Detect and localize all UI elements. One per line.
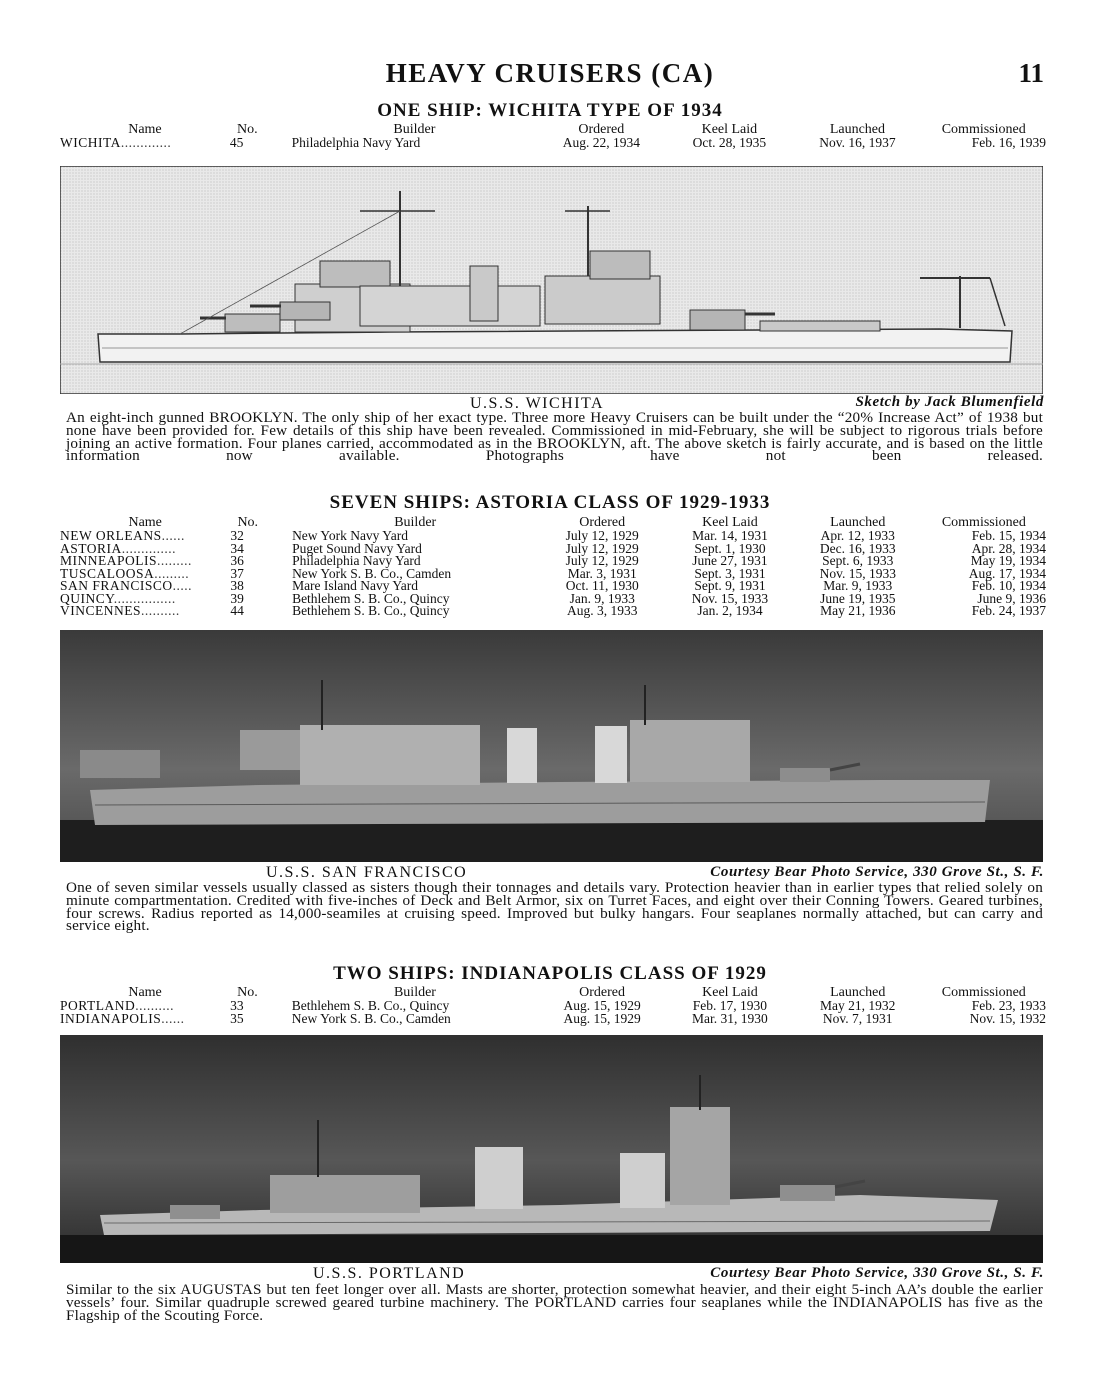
ship-photo-image	[60, 1035, 1043, 1263]
ship-launched: Nov. 15, 1933	[819, 565, 896, 581]
ship-builder: New York Navy Yard	[292, 528, 408, 543]
ship-keel-laid: Sept. 9, 1931	[694, 578, 766, 593]
col-commissioned-header: Commissioned	[941, 122, 1026, 137]
ship-launched: Sept. 6, 1933	[822, 553, 894, 568]
dot-leader: .....	[172, 578, 193, 593]
page-title: HEAVY CRUISERS (CA)	[385, 58, 715, 88]
dot-leader: ..........	[141, 603, 180, 618]
table-row	[60, 605, 1046, 618]
ship-keel-laid: June 27, 1931	[692, 553, 768, 568]
ship-ordered: Aug. 15, 1929	[563, 998, 641, 1013]
ship-commissioned: Feb. 10, 1934	[971, 578, 1046, 593]
col-name-header: Name	[128, 985, 162, 1000]
section-heading-wichita: ONE SHIP: WICHITA TYPE OF 1934	[377, 100, 723, 121]
ship-number: 35	[230, 1010, 244, 1026]
ship-builder: Philadelphia Navy Yard	[292, 553, 421, 568]
col-keel-header: Keel Laid	[701, 122, 758, 137]
description-indianapolis: Similar to the six AUGUSTAS but ten feet longer over all. Masts are shorter, protection somewhat heavier, and their eight 5-inch AA’s double the earlier vessels’ four. Similar quadruple screwed geared turbine machinery. The PORTLAND carries four seaplanes while the INDIANAPOLIS has five as the Flagship of the Scouting Force.	[66, 1281, 1043, 1324]
ship-commissioned: Aug. 17, 1934	[968, 565, 1046, 581]
ship-launched: Mar. 9, 1933	[823, 578, 893, 593]
ship-builder: Mare Island Navy Yard	[292, 578, 419, 593]
dot-leader: ..........	[135, 998, 174, 1013]
col-ordered-header: Ordered	[578, 122, 625, 137]
ship-launched: May 21, 1932	[820, 998, 896, 1013]
ship-launched: Nov. 7, 1931	[822, 1010, 893, 1026]
caption-credit-san-francisco: Courtesy Bear Photo Service, 330 Grove St., S. F.	[710, 864, 1044, 880]
ship-keel-laid: Oct. 28, 1935	[692, 135, 767, 150]
ship-name: NEW ORLEANS	[60, 528, 162, 543]
table-row	[60, 555, 1046, 568]
ship-builder: Puget Sound Navy Yard	[292, 540, 422, 556]
caption-credit-portland: Courtesy Bear Photo Service, 330 Grove St., S. F.	[710, 1265, 1044, 1281]
col-launched-header: Launched	[830, 515, 886, 530]
caption-credit-wichita: Sketch by Jack Blumenfield	[855, 394, 1044, 410]
table-row	[60, 1013, 1046, 1026]
wichita-sketch-drawing	[60, 166, 1043, 394]
ship-photo-image	[60, 630, 1043, 862]
dot-leader: .............	[120, 135, 172, 150]
col-no-header: No.	[237, 515, 259, 530]
table-row	[60, 530, 1046, 543]
table-row	[60, 1000, 1046, 1013]
ship-number: 34	[230, 540, 244, 556]
ship-table-indianapolis	[60, 986, 1046, 1025]
ship-commissioned: Feb. 24, 1937	[971, 603, 1046, 618]
ship-sketch-image	[60, 166, 1043, 394]
col-no-header: No.	[236, 122, 258, 137]
ship-name: VINCENNES	[60, 603, 141, 618]
dot-leader: .........	[154, 565, 190, 581]
ship-launched: Apr. 12, 1933	[820, 528, 895, 543]
ship-ordered: Oct. 11, 1930	[565, 578, 639, 593]
section-heading-indianapolis: TWO SHIPS: INDIANAPOLIS CLASS OF 1929	[333, 963, 767, 984]
caption-ship-san-francisco: U.S.S. SAN FRANCISCO	[266, 864, 468, 881]
ship-number: 36	[230, 553, 244, 568]
ship-launched: May 21, 1936	[820, 603, 896, 618]
ship-number: 32	[230, 528, 244, 543]
col-builder-header: Builder	[393, 122, 436, 137]
dot-leader: ..............	[121, 540, 177, 556]
caption-ship-wichita: U.S.S. WICHITA	[470, 395, 605, 412]
ship-keel-laid: Nov. 15, 1933	[691, 590, 769, 606]
ship-commissioned: Nov. 15, 1932	[969, 1010, 1046, 1026]
table-row	[60, 568, 1046, 581]
ship-number: 38	[230, 578, 244, 593]
ship-ordered: Aug. 3, 1933	[566, 603, 638, 618]
description-wichita: An eight-inch gunned BROOKLYN. The only ship of her exact type. Three more Heavy Cruisers can be built under the “20% Increase Act” of 1938 but none have been provided for. Few details of this ship have been revealed. Commissioned in mid-February, she will be subject to rigorous trials before joining an active formation. Four planes carried, accommodated as in the BROOKLYN, aft. The above sketch is fairly accurate, and is based on the little information now available. Photographs have not been released.	[66, 409, 1043, 465]
ship-ordered: Jan. 9, 1933	[569, 590, 635, 606]
san-francisco-photo	[60, 630, 1043, 862]
col-launched-header: Launched	[829, 122, 886, 137]
ship-builder: Philadelphia Navy Yard	[291, 135, 421, 150]
col-commissioned-header: Commissioned	[941, 985, 1026, 1000]
ship-launched: June 19, 1935	[820, 590, 896, 606]
table-row	[60, 543, 1046, 556]
dot-leader: ................	[113, 590, 176, 606]
dot-leader: ......	[161, 528, 185, 543]
ship-number: 39	[230, 590, 244, 606]
ship-number: 33	[230, 998, 244, 1013]
table-row	[60, 580, 1046, 593]
ship-keel-laid: Sept. 3, 1931	[694, 565, 766, 581]
table-header-row	[60, 516, 1046, 530]
ship-table-astoria	[60, 516, 1046, 618]
ship-keel-laid: Mar. 14, 1931	[692, 528, 768, 543]
ship-ordered: July 12, 1929	[565, 540, 639, 556]
ship-ordered: July 12, 1929	[565, 553, 639, 568]
ship-number: 45	[229, 135, 244, 150]
col-no-header: No.	[237, 985, 258, 1000]
ship-commissioned: May 19, 1934	[970, 553, 1046, 568]
ship-name: ASTORIA	[60, 540, 122, 556]
ship-number: 37	[230, 565, 244, 581]
ship-name: TUSCALOOSA	[60, 565, 155, 581]
ship-builder: New York S. B. Co., Camden	[292, 565, 452, 581]
ship-number: 44	[230, 603, 244, 618]
ship-commissioned: June 9, 1936	[977, 590, 1046, 606]
ship-table-wichita	[60, 123, 1046, 150]
col-ordered-header: Ordered	[579, 515, 626, 530]
table-header-row	[60, 986, 1046, 1000]
ship-name: PORTLAND	[60, 998, 136, 1013]
description-astoria: One of seven similar vessels usually classed as sisters though their tonnages and details vary. Protection heavier than in earlier types that relied solely on minute compartmentation. Credited with five-inches of Deck and Belt Armor, six on Turret Faces, and eight over their Conning Towers. Geared turbines, four screws. Radius reported as 14,000-seamiles at cruising speed. Improved but bulky hangars. Four seaplanes normally attached, but can carry and service eight.	[66, 879, 1043, 935]
section-heading-astoria: SEVEN SHIPS: ASTORIA CLASS OF 1929-1933	[329, 492, 771, 513]
ship-launched: Dec. 16, 1933	[819, 540, 896, 556]
ship-ordered: July 12, 1929	[565, 528, 639, 543]
ship-ordered: Aug. 15, 1929	[563, 1010, 641, 1026]
ship-name: QUINCY	[60, 590, 114, 606]
ship-keel-laid: Mar. 31, 1930	[692, 1010, 768, 1026]
ship-builder: New York S. B. Co., Camden	[291, 1010, 451, 1026]
ship-ordered: Mar. 3, 1931	[567, 565, 637, 581]
col-name-header: Name	[128, 515, 162, 530]
ship-builder: Bethlehem S. B. Co., Quincy	[291, 998, 450, 1013]
ship-name: WICHITA	[60, 135, 121, 150]
ship-ordered: Aug. 22, 1934	[562, 135, 640, 150]
col-ordered-header: Ordered	[579, 985, 626, 1000]
ship-name: INDIANAPOLIS	[60, 1010, 162, 1026]
col-keel-header: Keel Laid	[702, 985, 758, 1000]
table-row	[60, 593, 1046, 606]
ship-keel-laid: Sept. 1, 1930	[694, 540, 766, 556]
col-commissioned-header: Commissioned	[941, 515, 1026, 530]
ship-name: MINNEAPOLIS	[60, 553, 158, 568]
col-builder-header: Builder	[394, 515, 437, 530]
ship-commissioned: Feb. 16, 1939	[971, 135, 1046, 150]
col-launched-header: Launched	[830, 985, 886, 1000]
dot-leader: ......	[161, 1010, 185, 1026]
table-header-row	[60, 123, 1046, 137]
ship-launched: Nov. 16, 1937	[819, 135, 896, 150]
col-keel-header: Keel Laid	[702, 515, 758, 530]
page-number: 11	[1018, 58, 1044, 88]
ship-builder: Bethlehem S. B. Co., Quincy	[292, 603, 450, 618]
col-builder-header: Builder	[393, 985, 436, 1000]
ship-name: SAN FRANCISCO	[60, 578, 173, 593]
ship-keel-laid: Feb. 17, 1930	[692, 998, 768, 1013]
caption-ship-portland: U.S.S. PORTLAND	[313, 1265, 466, 1282]
col-name-header: Name	[128, 122, 162, 137]
ship-keel-laid: Jan. 2, 1934	[697, 603, 763, 618]
ship-builder: Bethlehem S. B. Co., Quincy	[292, 590, 450, 606]
ship-commissioned: Feb. 23, 1933	[971, 998, 1046, 1013]
table-row	[60, 137, 1046, 150]
ship-commissioned: Apr. 28, 1934	[971, 540, 1046, 556]
portland-photo	[60, 1035, 1043, 1263]
dot-leader: .........	[157, 553, 192, 568]
ship-commissioned: Feb. 15, 1934	[971, 528, 1046, 543]
